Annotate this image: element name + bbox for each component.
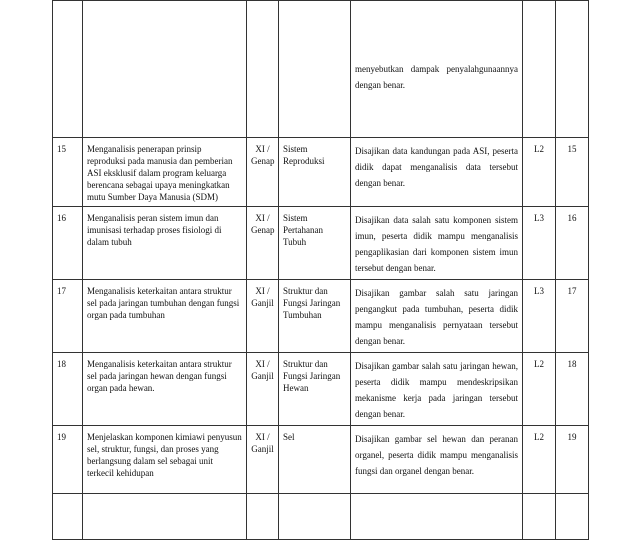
cell-kompetensi: Menganalisis keterkaitan antara struktur sel pada jaringan hewan dengan fungsi organ pada hewan. bbox=[83, 353, 247, 426]
table-row bbox=[53, 207, 589, 280]
cell-materi bbox=[279, 494, 351, 540]
cell-indikator: Disajikan data kandungan pada ASI, peserta didik dapat menganalisis data tersebut dengan benar. bbox=[351, 138, 523, 207]
cell-level: L3 bbox=[523, 280, 556, 353]
cell-semester: XI / Genap bbox=[247, 138, 279, 207]
cell-kompetensi: Menganalisis penerapan prinsip reproduksi pada manusia dan pemberian ASI eksklusif dalam program keluarga berencana sebagai upaya meningkatkan mutu Sumber Daya Manusia (SDM) bbox=[83, 138, 247, 207]
cell-nomor bbox=[556, 494, 589, 540]
cell-level: L3 bbox=[523, 207, 556, 280]
cell-materi: Sistem Pertahanan Tubuh bbox=[279, 207, 351, 280]
cell-no: 19 bbox=[53, 426, 83, 494]
cell-indikator: Disajikan gambar sel hewan dan peranan organel, peserta didik mampu menganalisis fungsi dan organel dengan benar. bbox=[351, 426, 523, 494]
cell-no: 17 bbox=[53, 280, 83, 353]
cell-level bbox=[523, 1, 556, 138]
table-row bbox=[53, 426, 589, 494]
cell-materi: Sistem Reproduksi bbox=[279, 138, 351, 207]
cell-level: L2 bbox=[523, 353, 556, 426]
cell-level: L2 bbox=[523, 138, 556, 207]
cell-semester bbox=[247, 494, 279, 540]
cell-materi: Struktur dan Fungsi Jaringan Hewan bbox=[279, 353, 351, 426]
cell-no: 18 bbox=[53, 353, 83, 426]
cell-kompetensi bbox=[83, 1, 247, 138]
cell-indikator: Disajikan gambar salah satu jaringan pengangkut pada tumbuhan, peserta didik mampu menganalisis pernyataan tersebut dengan benar. bbox=[351, 280, 523, 353]
cell-nomor: 17 bbox=[556, 280, 589, 353]
cell-semester bbox=[247, 1, 279, 138]
cell-kompetensi: Menganalisis keterkaitan antara struktur sel pada jaringan tumbuhan dengan fungsi organ pada tumbuhan bbox=[83, 280, 247, 353]
table-row bbox=[53, 280, 589, 353]
cell-nomor: 16 bbox=[556, 207, 589, 280]
cell-semester: XI / Ganjil bbox=[247, 426, 279, 494]
cell-no: 16 bbox=[53, 207, 83, 280]
cell-nomor: 19 bbox=[556, 426, 589, 494]
cell-materi: Sel bbox=[279, 426, 351, 494]
kisi-kisi-table bbox=[52, 0, 589, 540]
table-row-empty bbox=[53, 494, 589, 540]
cell-nomor: 18 bbox=[556, 353, 589, 426]
cell-semester: XI / Ganjil bbox=[247, 280, 279, 353]
cell-indikator: Disajikan gambar salah satu jaringan hewan, peserta didik mampu mendeskripsikan mekanisme kerja pada jaringan tersebut dengan benar. bbox=[351, 353, 523, 426]
cell-semester: XI / Genap bbox=[247, 207, 279, 280]
cell-kompetensi bbox=[83, 494, 247, 540]
cell-level: L2 bbox=[523, 426, 556, 494]
cell-indikator: Disajikan data salah satu komponen sistem imun, peserta didik mampu menganalisis pengaplikasian dari komponen sistem imun tersebut dengan benar. bbox=[351, 207, 523, 280]
cell-no bbox=[53, 1, 83, 138]
cell-semester: XI / Ganjil bbox=[247, 353, 279, 426]
cell-indikator: menyebutkan dampak penyalahgunaannya dengan benar. bbox=[351, 1, 523, 138]
cell-no bbox=[53, 494, 83, 540]
table-row bbox=[53, 138, 589, 207]
cell-materi: Struktur dan Fungsi Jaringan Tumbuhan bbox=[279, 280, 351, 353]
cell-nomor bbox=[556, 1, 589, 138]
cell-no: 15 bbox=[53, 138, 83, 207]
cell-materi bbox=[279, 1, 351, 138]
table-row bbox=[53, 353, 589, 426]
cell-kompetensi: Menganalisis peran sistem imun dan imunisasi terhadap proses fisiologi di dalam tubuh bbox=[83, 207, 247, 280]
cell-indikator bbox=[351, 494, 523, 540]
cell-nomor: 15 bbox=[556, 138, 589, 207]
cell-kompetensi: Menjelaskan komponen kimiawi penyusun sel, struktur, fungsi, dan proses yang berlangsung dalam sel sebagai unit terkecil kehidupan bbox=[83, 426, 247, 494]
table-row-continuation bbox=[53, 1, 589, 138]
cell-level bbox=[523, 494, 556, 540]
